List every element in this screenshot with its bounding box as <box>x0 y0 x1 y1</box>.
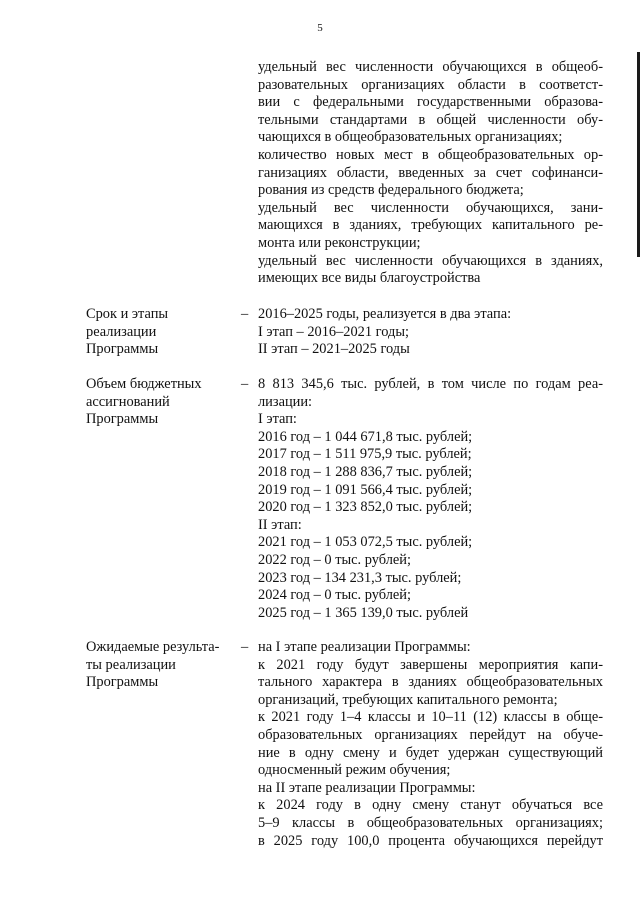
text-line: 5–9 классы в общеобразовательных организациях; <box>258 814 603 831</box>
text-line: к 2021 году 1–4 классы и 10–11 (12) классы в обще- <box>258 709 603 726</box>
text-line: количество новых мест в общеобразовательных ор- <box>258 146 603 163</box>
text-line: удельный вес численности обучающихся в зданиях, <box>258 252 603 269</box>
text-line: чающихся в общеобразовательных организациях; <box>258 129 563 146</box>
text-line: мающихся в зданиях, требующих капитального ре- <box>258 217 603 234</box>
label-line: ассигнований <box>86 393 170 410</box>
text-line: организаций, требующих капитального ремонта; <box>258 691 558 708</box>
text-line: 2019 год – 1 091 566,4 тыс. рублей; <box>258 481 473 498</box>
text-line: рования из средств федерального бюджета; <box>258 182 524 199</box>
text-line: II этап – 2021–2025 годы <box>258 341 410 358</box>
section-dash: – <box>241 376 249 392</box>
text-line: имеющих все виды благоустройства <box>258 270 481 287</box>
text-line: I этап: <box>258 411 297 428</box>
text-line: 8 813 345,6 тыс. рублей, в том числе по годам реа- <box>258 376 603 392</box>
text-line: 2021 год – 1 053 072,5 тыс. рублей; <box>258 534 473 551</box>
label-line: Ожидаемые результа- <box>86 639 220 655</box>
text-line: на I этапе реализации Программы: <box>258 639 471 655</box>
text-line: 2017 год – 1 511 975,9 тыс. рублей; <box>258 446 472 463</box>
label-line: Объем бюджетных <box>86 376 202 392</box>
section-dash: – <box>241 306 249 322</box>
text-line: ние в одну смену и будет удержан существующий <box>258 744 603 761</box>
text-line: лизации: <box>258 393 313 410</box>
section-dash: – <box>241 639 249 655</box>
text-line: 2020 год – 1 323 852,0 тыс. рублей; <box>258 499 473 516</box>
text-line: ганизациях области, введенных за счет софинанси- <box>258 164 603 181</box>
section-label-results <box>86 639 236 692</box>
label-line: ты реализации <box>86 656 176 673</box>
text-line: удельный вес численности обучающихся в общеоб- <box>258 59 603 75</box>
label-line: Срок и этапы <box>86 306 169 322</box>
label-line: Программы <box>86 341 159 358</box>
text-line: на II этапе реализации Программы: <box>258 779 476 796</box>
text-line: 2018 год – 1 288 836,7 тыс. рублей; <box>258 463 473 480</box>
text-line: односменный режим обучения; <box>258 762 451 779</box>
text-line: 2025 год – 1 365 139,0 тыс. рублей <box>258 604 469 621</box>
text-line: I этап – 2016–2021 годы; <box>258 323 409 340</box>
page-number: 5 <box>317 22 323 34</box>
label-line: реализации <box>86 323 157 340</box>
text-line: образовательных организациях перейдут на обуче- <box>258 726 603 743</box>
label-line: Программы <box>86 674 159 691</box>
label-line: Программы <box>86 411 159 428</box>
text-line: к 2024 году в одну смену станут обучаться все <box>258 797 603 814</box>
text-line: 2016 год – 1 044 671,8 тыс. рублей; <box>258 428 473 445</box>
text-line: тельными стандартами в общей численности обу- <box>258 111 603 128</box>
text-line: к 2021 году будут завершены мероприятия капи- <box>258 656 603 673</box>
continuation-text <box>258 59 603 288</box>
text-line: 2023 год – 134 231,3 тыс. рублей; <box>258 569 462 586</box>
text-line: вии с федеральными государственными образова- <box>258 94 603 111</box>
text-line: II этап: <box>258 516 302 533</box>
section-value-term <box>258 306 603 359</box>
text-line: 2022 год – 0 тыс. рублей; <box>258 551 411 568</box>
text-line: разовательных организациях области в соответст- <box>258 76 603 93</box>
text-line: удельный вес численности обучающихся, зани- <box>258 199 603 216</box>
section-value-results <box>258 639 603 850</box>
text-line: монта или реконструкции; <box>258 234 421 251</box>
section-label-term <box>86 306 236 359</box>
text-line: 2024 год – 0 тыс. рублей; <box>258 587 411 604</box>
text-line: тального характера в зданиях общеобразовательных <box>258 674 603 691</box>
text-line: в 2025 году 100,0 процента обучающихся перейдут <box>258 832 603 849</box>
section-value-budget <box>258 376 603 622</box>
text-line: 2016–2025 годы, реализуется в два этапа: <box>258 306 512 322</box>
section-label-budget <box>86 376 236 429</box>
